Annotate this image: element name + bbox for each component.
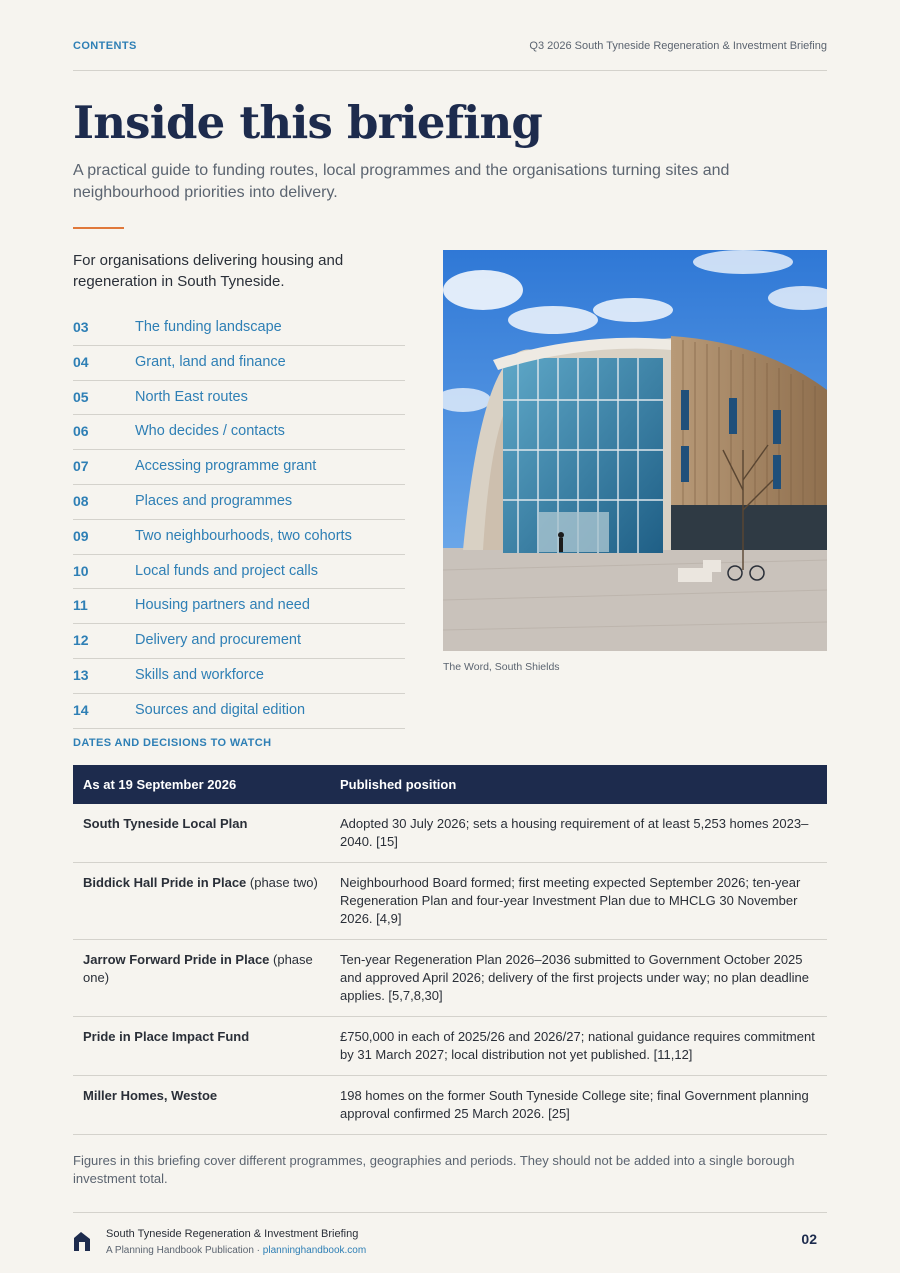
toc-item[interactable] (73, 694, 405, 729)
table-row (73, 1017, 827, 1076)
row-item-suffix: (phase two) (246, 875, 318, 890)
row-item-name: Pride in Place Impact Fund (83, 1029, 250, 1044)
toc-item[interactable] (73, 415, 405, 450)
page (73, 0, 827, 1273)
footer-publisher (106, 1245, 366, 1256)
row-item-name: Miller Homes, Westoe (83, 1088, 218, 1103)
publisher-link[interactable]: planninghandbook.com (262, 1245, 367, 1256)
running-title: Q3 2026 South Tyneside Regeneration & Investment Briefing (529, 40, 827, 52)
toc-page-number: 05 (73, 388, 89, 405)
table-row (73, 804, 827, 863)
page-header (73, 38, 827, 58)
row-item-name: Jarrow Forward Pride in Place (83, 952, 270, 967)
figures-note: Figures in this briefing cover different programmes, geographies and periods. They should not be added into a single borough investment total. (73, 1153, 795, 1186)
dates-table (73, 765, 827, 1135)
toc-link[interactable]: Places and programmes (135, 492, 293, 509)
column-header: As at 19 September 2026 (73, 765, 330, 804)
page-title: Inside this briefing (73, 96, 543, 149)
accent-rule (73, 227, 124, 229)
toc-item[interactable] (73, 311, 405, 346)
toc-link[interactable]: Local funds and project calls (135, 562, 318, 579)
toc-item[interactable] (73, 555, 405, 590)
toc-page-number: 09 (73, 527, 89, 544)
page-number: 02 (801, 1231, 817, 1247)
toc-item[interactable] (73, 624, 405, 659)
row-position: Neighbourhood Board formed; first meeting expected September 2026; ten-year Regeneration Plan and four-year Investment Plan due to MHCLG 30 November 2026. [4,9] (330, 863, 827, 940)
dates-section-label: DATES AND DECISIONS TO WATCH (73, 737, 272, 749)
section-label: CONTENTS (73, 40, 137, 52)
toc-link[interactable]: Sources and digital edition (135, 701, 306, 718)
publisher-text: A Planning Handbook Publication · (106, 1245, 263, 1256)
toc-page-number: 03 (73, 319, 89, 335)
footer-divider (73, 1212, 827, 1213)
toc-item[interactable] (73, 346, 405, 381)
toc-page-number: 10 (73, 562, 89, 579)
row-item-name: South Tyneside Local Plan (83, 816, 248, 831)
row-position: Adopted 30 July 2026; sets a housing requirement of at least 5,253 homes 2023–2040. [15] (330, 804, 827, 863)
row-item (73, 1076, 330, 1135)
toc-page-number: 04 (73, 353, 89, 370)
toc-page-number: 12 (73, 632, 89, 649)
row-item (73, 863, 330, 940)
table-header-row (73, 765, 827, 804)
toc-link[interactable]: Who decides / contacts (135, 423, 285, 440)
building-illustration (443, 250, 827, 651)
photo-caption: The Word, South Shields (443, 661, 560, 673)
building-photo (443, 250, 827, 651)
toc-link[interactable]: North East routes (135, 388, 248, 405)
toc-item[interactable] (73, 450, 405, 485)
table-row (73, 863, 827, 940)
toc-link[interactable]: The funding landscape (135, 319, 282, 335)
footer-title: South Tyneside Regeneration & Investment Briefing (106, 1228, 359, 1240)
toc-item[interactable] (73, 485, 405, 520)
toc-item[interactable] (73, 659, 405, 694)
publisher-logo-icon (73, 1230, 91, 1252)
toc-link[interactable]: Housing partners and need (135, 597, 310, 614)
toc-item[interactable] (73, 520, 405, 555)
row-item (73, 940, 330, 1017)
row-item-name: Biddick Hall Pride in Place (83, 875, 247, 890)
toc-page-number: 08 (73, 492, 89, 509)
lede: A practical guide to funding routes, local programmes and the organisations turning sites and neighbourhood priorities into delivery. (73, 162, 730, 201)
toc-link[interactable]: Delivery and procurement (135, 632, 302, 649)
toc-link[interactable]: Two neighbourhoods, two cohorts (135, 527, 352, 544)
toc-page-number: 11 (73, 597, 88, 614)
toc-intro: For organisations delivering housing and regeneration in South Tyneside. (73, 252, 344, 290)
toc-page-number: 14 (73, 701, 89, 718)
toc-item[interactable] (73, 381, 405, 416)
row-item (73, 804, 330, 863)
row-position: Ten-year Regeneration Plan 2026–2036 submitted to Government October 2025 and approved April 2026; delivery of the first projects under way; no plan deadline applies. [5,7,8,30] (330, 940, 827, 1017)
toc-page-number: 07 (73, 458, 89, 475)
table-row (73, 940, 827, 1017)
toc-item[interactable] (73, 589, 405, 624)
header-divider (73, 70, 827, 71)
toc-page-number: 06 (73, 423, 89, 440)
toc-link[interactable]: Accessing programme grant (135, 458, 317, 475)
toc-link[interactable]: Grant, land and finance (135, 353, 286, 370)
column-header: Published position (330, 765, 827, 804)
row-item (73, 1017, 330, 1076)
row-position: £750,000 in each of 2025/26 and 2026/27; national guidance requires commitment by 31 March 2027; local distribution not yet published. [11,12] (330, 1017, 827, 1076)
table-row (73, 1076, 827, 1135)
toc-link[interactable]: Skills and workforce (135, 666, 264, 683)
table-of-contents (73, 311, 405, 729)
row-position: 198 homes on the former South Tyneside College site; final Government planning approval confirmed 25 March 2026. [25] (330, 1076, 827, 1135)
row-item-suffix: (phase one) (83, 952, 313, 985)
toc-page-number: 13 (73, 666, 89, 683)
